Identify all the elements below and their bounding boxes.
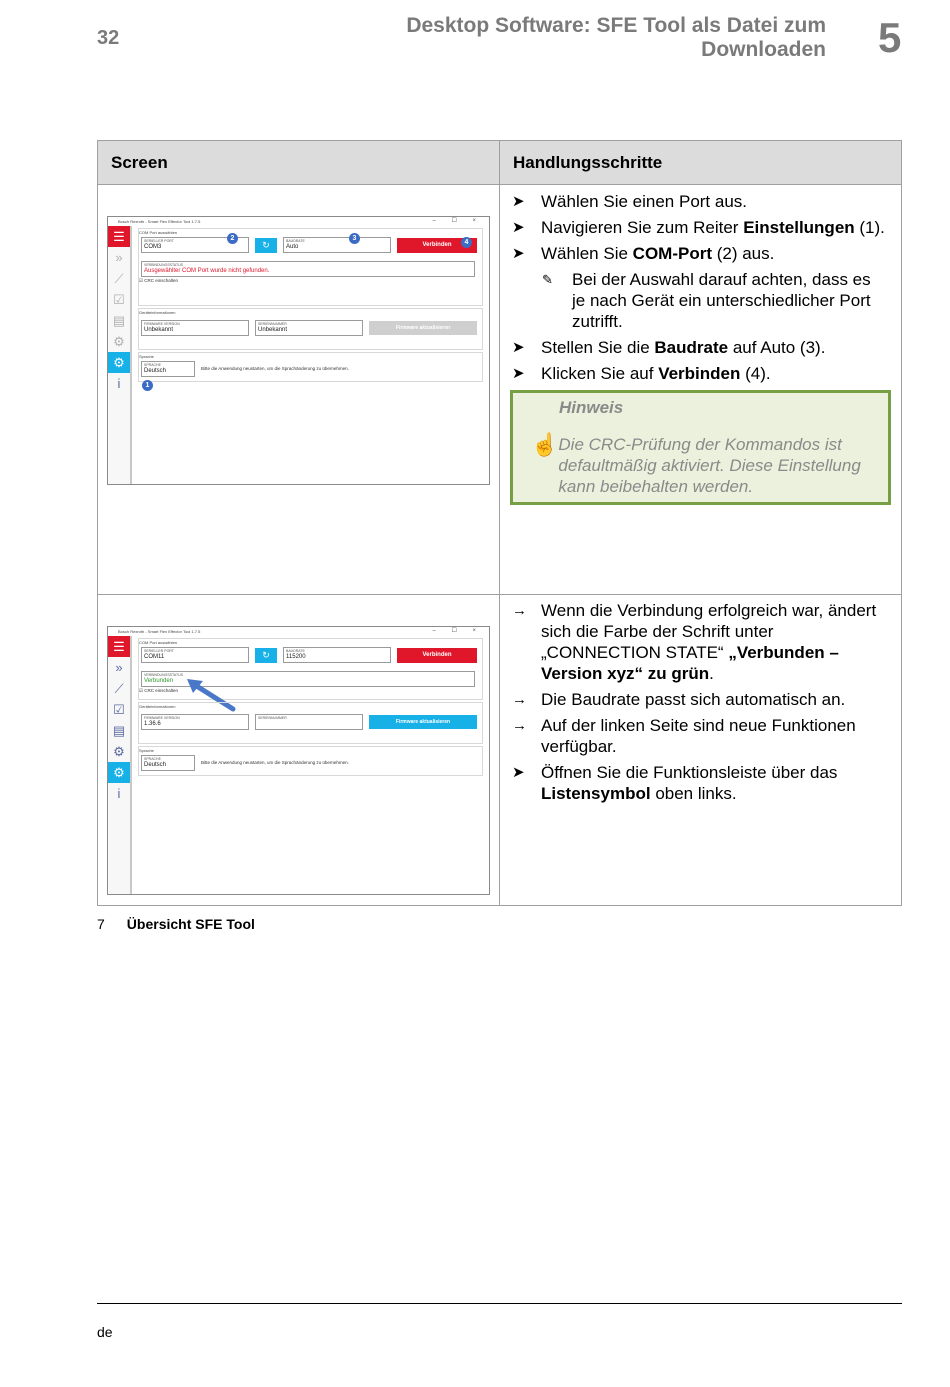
step-item (512, 363, 887, 384)
window-buttons: – ☐ × (432, 218, 483, 224)
chapter-number: 5 (878, 14, 902, 61)
chart-icon: ⟋ (114, 681, 124, 696)
language-label: SPRACHE (144, 757, 161, 761)
col-header-screen: Screen (98, 141, 500, 185)
serial-number-label: SERIENNUMMER (258, 716, 287, 720)
step-text: Auf der linken Seite sind neue Funktionen verfügbar. (541, 716, 856, 756)
language-select (141, 755, 195, 771)
forward-icon: » (115, 660, 123, 675)
steps-cell-1 (500, 185, 902, 595)
language-select (141, 361, 195, 377)
language-note: Bitte die Anwendung neustarten, um die Sprachänderung zu übernehmen. (201, 760, 349, 765)
figure-caption (97, 916, 255, 932)
baudrate-value: Auto (286, 244, 299, 250)
settings-content (138, 636, 483, 894)
step-marker: → (512, 717, 527, 734)
header-title-line2: Downloaden (701, 38, 826, 61)
callout-1: 1 (142, 380, 153, 391)
serial-port-value: COM11 (144, 654, 165, 660)
note-marker: ✎ (542, 272, 553, 287)
window-title: Bosch Rexroth - Smart Flex Effector Tool 1.7.5 (118, 219, 201, 224)
language-value: Deutsch (144, 368, 167, 374)
device-panel (138, 308, 483, 350)
com-group-label: COM Port auswählen (139, 640, 178, 645)
settings-icon: ⚙ (108, 352, 130, 373)
status-label: VERBINDUNGSSTATUS (144, 263, 183, 267)
language-panel (138, 746, 483, 776)
window-buttons: – ☐ × (432, 628, 483, 634)
screen-cell-2 (98, 595, 500, 906)
step-marker: ➤ (512, 219, 525, 236)
refresh-icon: ↻ (255, 238, 277, 253)
status-box (141, 261, 475, 277)
settings-content (138, 226, 483, 484)
step-text: Die Baudrate passt sich automatisch an. (541, 690, 846, 709)
step-marker: ➤ (512, 245, 525, 262)
steps-list-1 (500, 185, 901, 384)
figure-title: Übersicht SFE Tool (126, 916, 255, 932)
step-text: Wenn die Verbindung erfolgreich war, ändert sich die Farbe der Schrift unter „CONNECTION STATE“ (541, 601, 877, 662)
step-text-end: . (709, 664, 714, 683)
gears-icon: ⚙ (113, 334, 125, 349)
checklist-icon: ☑ (113, 292, 125, 307)
sidebar (108, 636, 132, 894)
chart-icon: ⟋ (114, 271, 124, 286)
col-header-steps: Handlungsschritte (500, 141, 902, 185)
figure-number: 7 (97, 916, 105, 932)
instruction-table (97, 140, 902, 906)
step-bold: „Verbunden – Version xyz“ zu grün (541, 643, 839, 683)
window-title: Bosch Rexroth - Smart Flex Effector Tool 1.7.5 (118, 629, 201, 634)
step-text-end: (1). (854, 218, 885, 237)
step-marker: ➤ (512, 365, 525, 382)
step-marker: → (512, 602, 527, 619)
com-panel (138, 638, 483, 700)
table-row (98, 185, 902, 595)
callout-3: 3 (349, 233, 360, 244)
header-title-line1: Desktop Software: SFE Tool als Datei zum (406, 14, 826, 37)
firmware-version-box (141, 714, 249, 730)
serial-number-box (255, 714, 363, 730)
step-text-end: (4). (740, 364, 771, 383)
step-item (512, 762, 887, 804)
status-value: Verbunden (144, 678, 174, 684)
gears-icon: ⚙ (113, 744, 125, 759)
hint-body (523, 434, 878, 497)
hand-icon: ☝ (531, 432, 559, 457)
device-row (139, 315, 482, 341)
serial-port-select (141, 647, 249, 663)
step-text: Wählen Sie einen Port aus. (541, 192, 748, 211)
serial-port-value: COM3 (144, 244, 162, 250)
language-value: Deutsch (144, 762, 167, 768)
refresh-icon: ↻ (255, 648, 277, 663)
footer-divider (97, 1303, 902, 1304)
firmware-version-label: FIRMWARE VERSION (144, 716, 180, 720)
step-bold: Einstellungen (743, 218, 855, 237)
serial-port-label: SERIELLER PORT (144, 239, 174, 243)
crc-checkbox: ☑ CRC einschalten (139, 688, 179, 693)
table-row (98, 595, 902, 906)
device-group-label: Geräteinformationen (139, 310, 176, 315)
connect-button: Verbinden (397, 648, 477, 663)
screen-cell-1 (98, 185, 500, 595)
step-marker: ➤ (512, 764, 525, 781)
step-item (512, 217, 887, 238)
step-text: Navigieren Sie zum Reiter (541, 218, 744, 237)
forward-icon: » (115, 250, 123, 265)
step-text: Stellen Sie die (541, 338, 655, 357)
status-value: Ausgewählter COM Port wurde nicht gefunden. (144, 268, 270, 274)
step-bold: COM-Port (632, 244, 712, 263)
baudrate-select (283, 237, 391, 253)
crc-label: CRC einschalten (144, 278, 179, 283)
step-text-end: auf Auto (3). (728, 338, 826, 357)
com-row (139, 645, 482, 671)
callout-2: 2 (227, 233, 238, 244)
crc-checkbox: ☑ CRC einschalten (139, 278, 179, 283)
note-text: Bei der Auswahl darauf achten, dass es je nach Gerät ein unterschiedlicher Port zutrifft. (572, 270, 871, 331)
step-text-end: oben links. (650, 784, 737, 803)
menu-icon: ☰ (108, 636, 130, 657)
language-group-label: Sprache (139, 354, 154, 359)
hint-text: Die CRC-Prüfung der Kommandos ist defaultmäßig aktiviert. Diese Einstellung kann beibehalten werden. (558, 435, 861, 496)
language-row (139, 359, 482, 385)
baudrate-value: 115200 (286, 654, 306, 660)
table-header-row (98, 141, 902, 185)
language-label: SPRACHE (144, 363, 161, 367)
screenshot-connected (107, 626, 490, 895)
serial-number-value: Unbekannt (258, 327, 288, 333)
device-row (139, 709, 482, 735)
baudrate-label: BAUDRATE (286, 239, 305, 243)
step-item (512, 191, 887, 212)
baudrate-label: BAUDRATE (286, 649, 305, 653)
step-marker: ➤ (512, 193, 525, 210)
step-bold: Listensymbol (541, 784, 651, 803)
step-item (512, 689, 887, 710)
language-group-label: Sprache (139, 748, 154, 753)
device-panel (138, 702, 483, 744)
hint-box (510, 390, 891, 505)
hint-title: Hinweis (559, 398, 624, 417)
step-item (512, 715, 887, 757)
baudrate-select (283, 647, 391, 663)
firmware-version-box (141, 320, 249, 336)
firmware-version-value: Unbekannt (144, 327, 174, 333)
com-row (139, 235, 482, 261)
footer-language: de (97, 1324, 113, 1340)
checklist-icon: ☑ (113, 702, 125, 717)
step-marker: ➤ (512, 339, 525, 356)
step-text: Wählen Sie (541, 244, 633, 263)
step-item (512, 243, 887, 264)
com-panel (138, 228, 483, 306)
firmware-update-button: Firmware aktualisieren (369, 715, 477, 729)
device-group-label: Geräteinformationen (139, 704, 176, 709)
step-marker: → (512, 691, 527, 708)
step-bold: Baudrate (654, 338, 729, 357)
screenshot-settings (107, 216, 490, 485)
steps-list-2 (500, 595, 901, 804)
document-icon: ▤ (112, 313, 126, 328)
step-bold: Verbinden (658, 364, 741, 383)
connect-button: Verbinden (397, 238, 477, 253)
header-title (306, 14, 826, 62)
info-icon: i (117, 376, 121, 391)
sidebar (108, 226, 132, 484)
firmware-update-button: Firmware aktualisieren (369, 321, 477, 335)
info-icon: i (117, 786, 121, 801)
steps-cell-2 (500, 595, 902, 906)
step-item (512, 337, 887, 358)
language-note: Bitte die Anwendung neustarten, um die Sprachänderung zu übernehmen. (201, 366, 349, 371)
step-item (512, 600, 887, 684)
step-text: Öffnen Sie die Funktionsleiste über das (541, 763, 838, 782)
step-text-end: (2) aus. (712, 244, 775, 263)
crc-label: CRC einschalten (144, 688, 179, 693)
document-icon: ▤ (112, 723, 126, 738)
language-panel (138, 352, 483, 382)
serial-port-label: SERIELLER PORT (144, 649, 174, 653)
step-note (512, 269, 887, 332)
settings-icon: ⚙ (108, 762, 130, 783)
callout-4: 4 (461, 237, 472, 248)
page-number: 32 (97, 27, 120, 49)
language-row (139, 753, 482, 779)
com-group-label: COM Port auswählen (139, 230, 178, 235)
status-label: VERBINDUNGSSTATUS (144, 673, 183, 677)
firmware-version-value: 1.36.6 (144, 721, 161, 727)
menu-icon: ☰ (108, 226, 130, 247)
firmware-version-label: FIRMWARE VERSION (144, 322, 180, 326)
step-text: Klicken Sie auf (541, 364, 659, 383)
serial-number-label: SERIENNUMMER (258, 322, 287, 326)
serial-number-box (255, 320, 363, 336)
